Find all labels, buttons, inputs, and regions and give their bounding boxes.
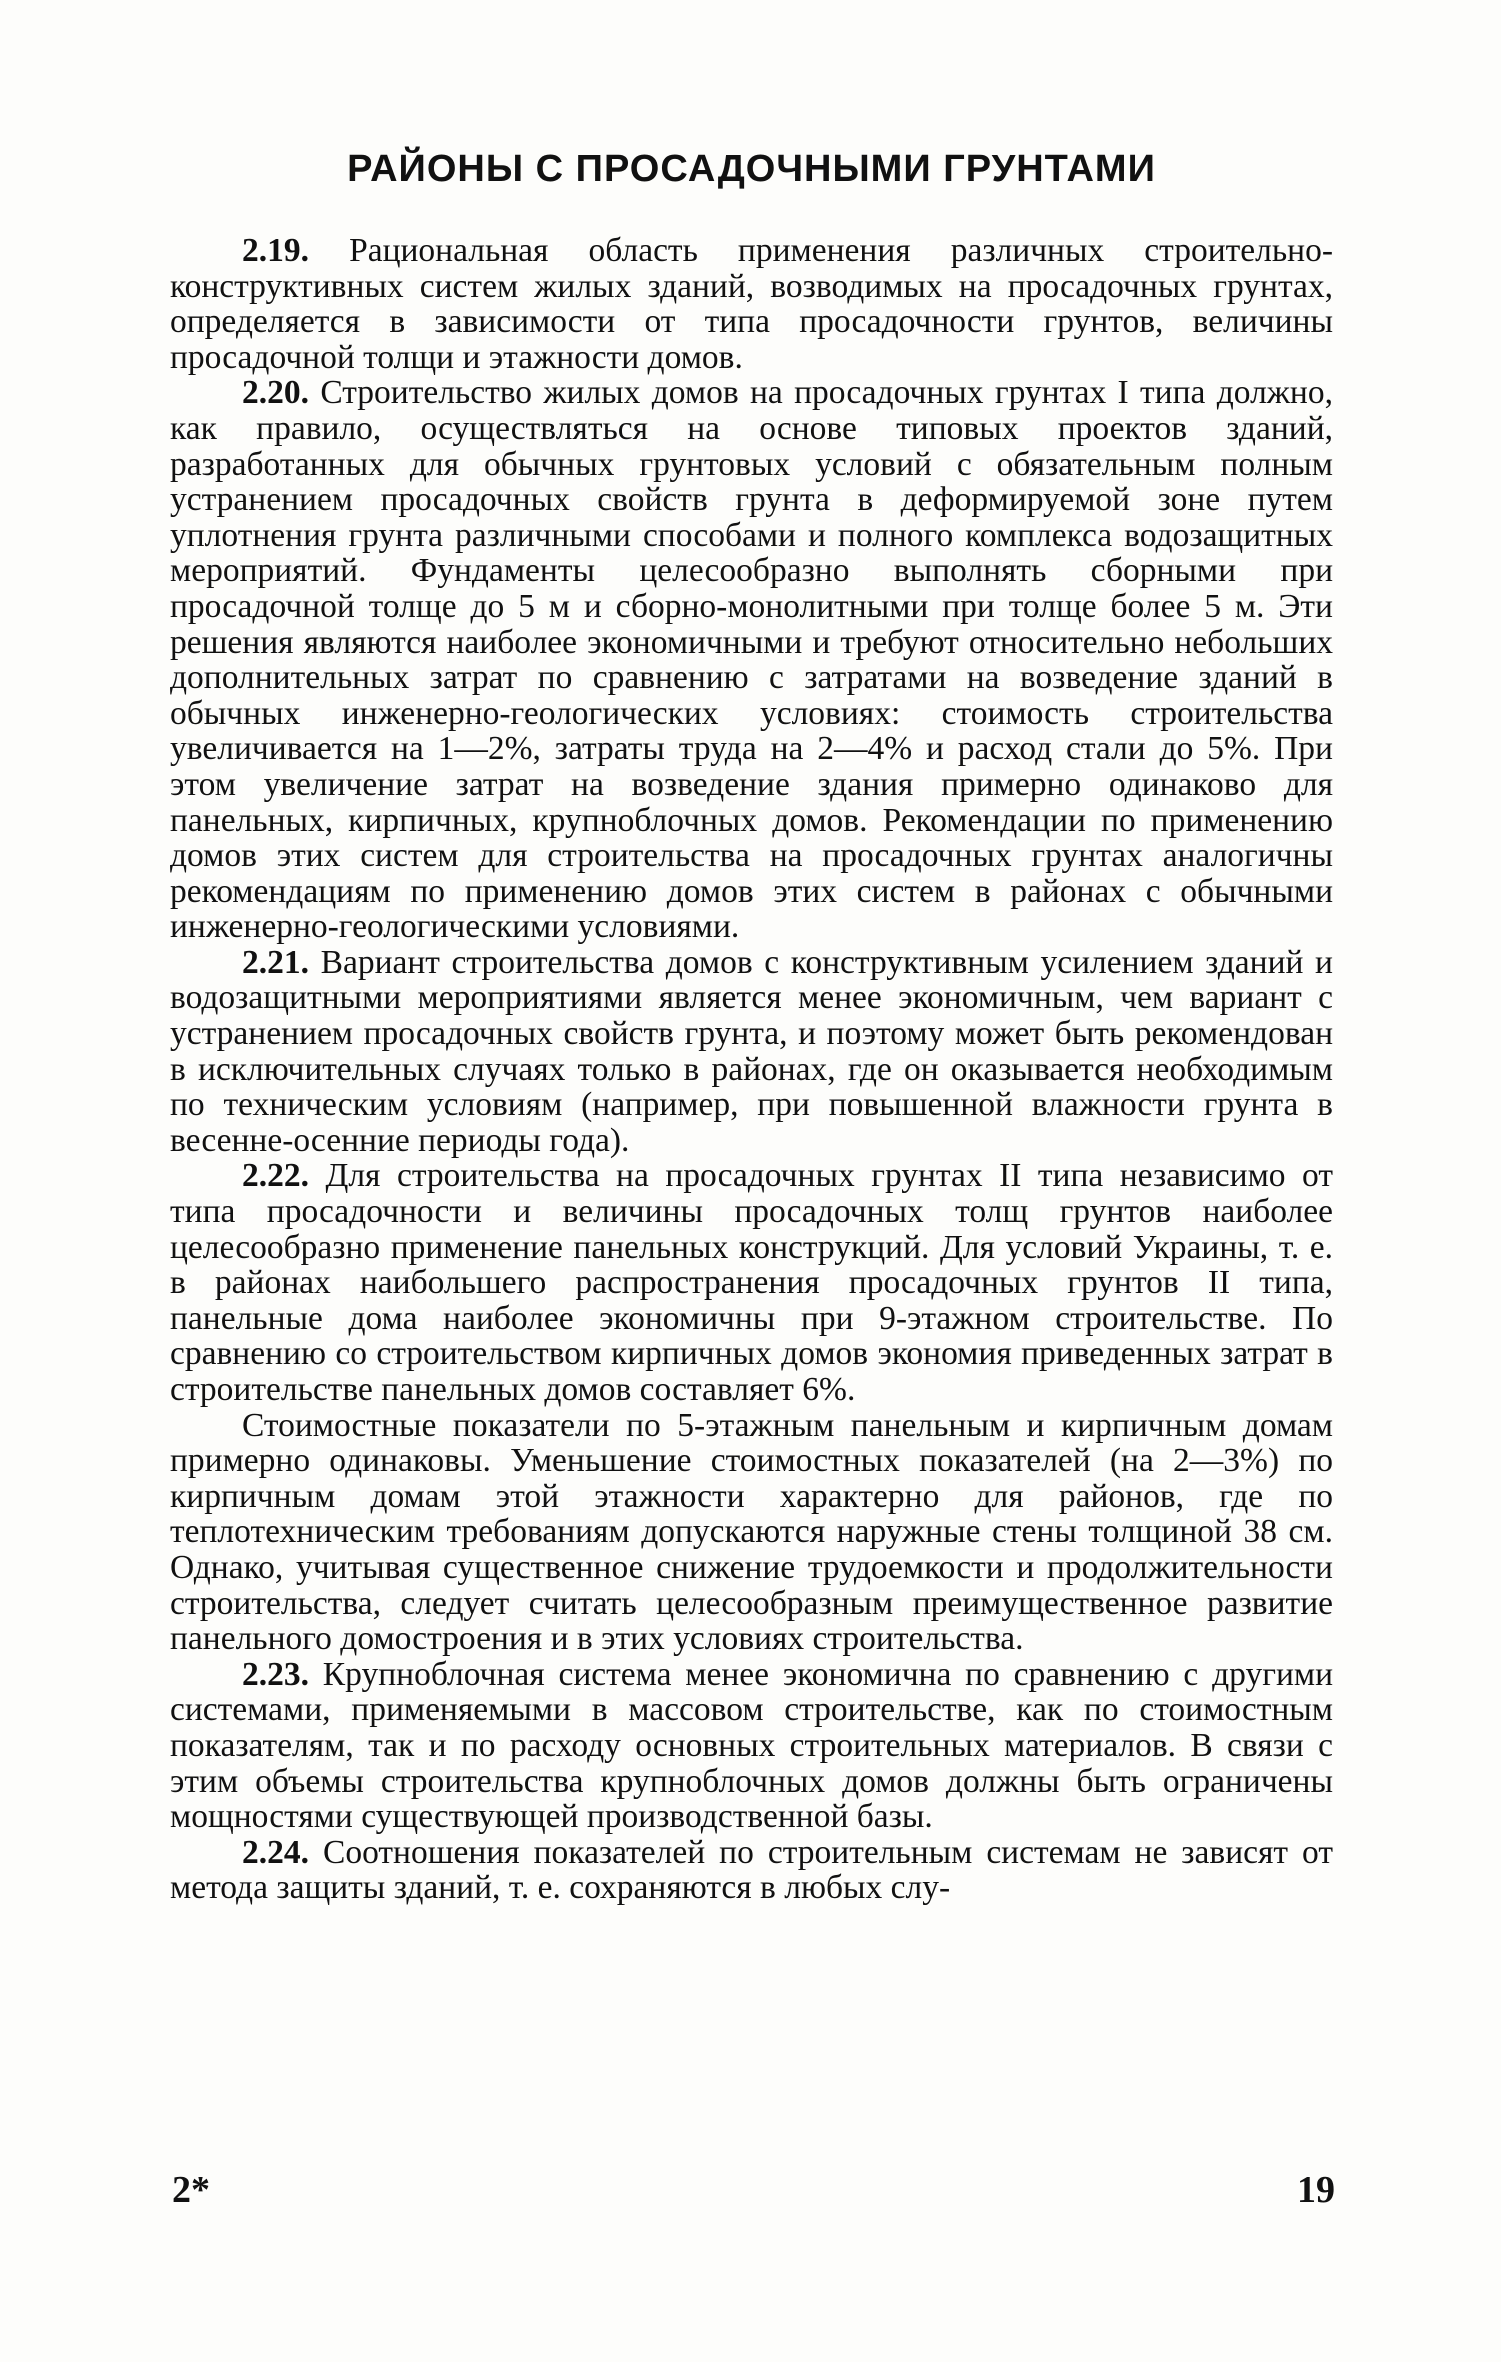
- paragraph-2-22: [170, 1158, 1333, 1407]
- section-title: РАЙОНЫ С ПРОСАДОЧНЫМИ ГРУНТАМИ: [347, 148, 1156, 190]
- paragraph-number: 2.24.: [242, 1833, 309, 1871]
- paragraph-text: Соотношения показателей по строительным системам не зависят от метода защиты зданий, т. е. сохраняются в любых слу-: [170, 1833, 1333, 1907]
- paragraph-2-21: [170, 945, 1333, 1159]
- paragraph-number: 2.22.: [242, 1157, 309, 1195]
- paragraph-2-24: [170, 1835, 1333, 1906]
- paragraph-2-23: [170, 1657, 1333, 1835]
- paragraph-text: Вариант строительства домов с конструктивным усилением зданий и водозащитными мероприятиями является менее экономичным, чем вариант с устранением просадочных свойств грунта, и поэтому может быть рекомендован в исключительных случаях только в районах, где он оказывается необходимым по техническим условиям (например, при повышенной влажности грунта в весенне-осенние периоды года).: [170, 943, 1333, 1159]
- signature-mark: 2*: [172, 2169, 210, 2211]
- paragraph-2-22-cont: [170, 1408, 1333, 1657]
- paragraph-text: Крупноблочная система менее экономична по сравнению с другими системами, применяемыми в массовом строительстве, как по стоимостным показателям, так и по расходу основных строительных материалов. В связи с этим объемы строительства крупноблочных домов должны быть ограничены мощностями существующей производственной базы.: [170, 1655, 1333, 1836]
- paragraph-number: 2.19.: [242, 232, 309, 269]
- page-number: 19: [1297, 2169, 1335, 2211]
- paragraph-text: Для строительства на просадочных грунтах II типа независимо от типа просадочности и величины просадочных толщ грунтов наиболее целесообразно применение панельных конструкций. Для условий Украины, т. е. в районах наибольшего распространения просадочных грунтов II типа, панельные дома наиболее экономичны при 9-этажном строительстве. По сравнению со строительством кирпичных домов экономия приведенных затрат в строительстве панельных домов составляет 6%.: [170, 1157, 1333, 1408]
- paragraph-text: Рациональная область применения различных строительно-конструктивных систем жилых зданий, возводимых на просадочных грунтах, определяется в зависимости от типа просадочности грунтов, величины просадочной толщи и этажности домов.: [170, 232, 1333, 376]
- paragraph-text: Стоимостные показатели по 5-этажным панельным и кирпичным домам примерно одинаковы. Уменьшение стоимостных показателей (на 2—3%) по кирпичным домам этой этажности характерно для районов, где по теплотехническим требованиям допускаются наружные стены толщиной 38 см. Однако, учитывая существенное снижение трудоемкости и продолжительности строительства, следует считать целесообразным преимущественное развитие панельного домостроения и в этих условиях строительства.: [170, 1406, 1333, 1658]
- paragraph-text: Строительство жилых домов на просадочных грунтах I типа должно, как правило, осуществляться на основе типовых проектов зданий, разработанных для обычных грунтовых условий с обязательным полным устранением просадочных свойств грунта в деформируемой зоне путем уплотнения грунта различными способами и полного комплекса водозащитных мероприятий. Фундаменты целесообразно выполнять сборными при просадочной толще до 5 м и сборно-монолитными при толще более 5 м. Эти решения являются наиболее экономичными и требуют относительно небольших дополнительных затрат по сравнению с затратами на возведение зданий в обычных инженерно-геологических условиях: стоимость строительства увеличивается на 1—2%, затраты труда на 2—4% и расход стали до 5%. При этом увеличение затрат на возведение здания примерно одинаково для панельных, кирпичных, крупноблочных домов. Рекомендации по применению домов этих систем для строительства на просадочных грунтах аналогичны рекомендациям по применению домов этих систем в районах с обычными инженерно-геологическими условиями.: [170, 374, 1333, 946]
- paragraph-2-20: [170, 375, 1333, 945]
- paragraph-number: 2.21.: [242, 943, 309, 981]
- paragraph-2-19: [170, 233, 1333, 375]
- text-body: [170, 233, 1333, 1906]
- paragraph-number: 2.20.: [242, 374, 309, 412]
- paragraph-number: 2.23.: [242, 1655, 309, 1693]
